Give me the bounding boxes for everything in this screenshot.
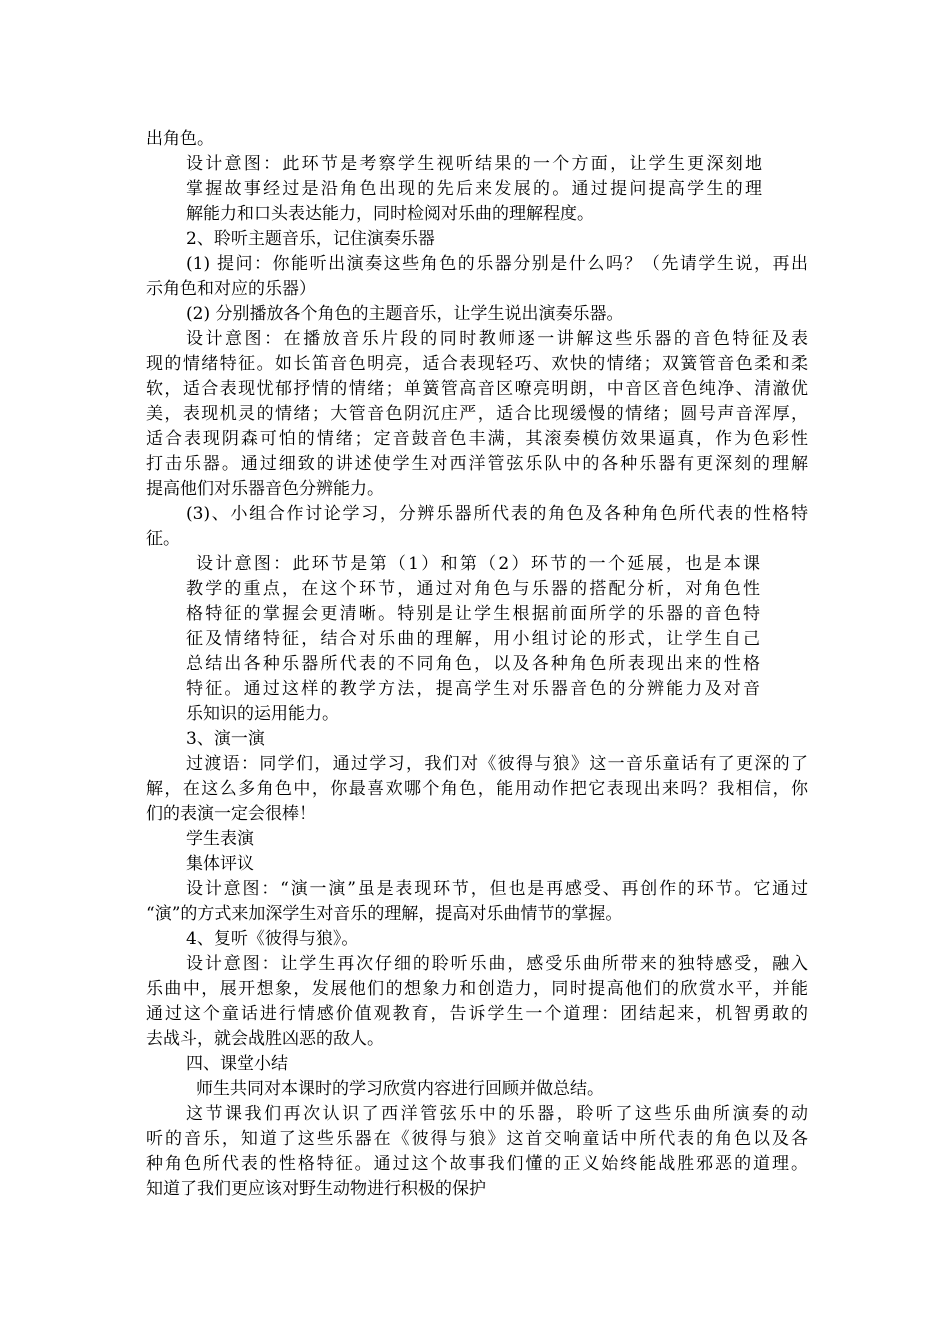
- text-line: 乐曲中，展开想象，发展他们的想象力和创造力，同时提高他们的欣赏水平，并能: [146, 979, 808, 999]
- text-line: 2、聆听主题音乐，记住演奏乐器: [186, 229, 435, 249]
- text-line: 们的表演一定会很棒！: [146, 804, 316, 824]
- text-line: 过渡语：同学们，通过学习，我们对《彼得与狼》这一音乐童话有了更深的了: [186, 754, 808, 774]
- text-line: “演”的方式来加深学生对音乐的理解，提高对乐曲情节的掌握。: [146, 904, 623, 924]
- text-line: 掌握故事经过是沿角色出现的先后来发展的。通过提问提高学生的理: [186, 179, 762, 199]
- text-line: 打击乐器。通过细致的讲述使学生对西洋管弦乐队中的各种乐器有更深刻的理解: [146, 454, 808, 474]
- text-line: 美，表现机灵的情绪；大管音色阴沉庄严，适合比现缓慢的情绪；圆号声音浑厚，: [146, 404, 808, 424]
- text-line: 设计意图：让学生再次仔细的聆听乐曲，感受乐曲所带来的独特感受，融入: [186, 954, 808, 974]
- text-line: 种角色所代表的性格特征。通过这个故事我们懂的正义始终能战胜邪恶的道理。: [146, 1154, 808, 1174]
- text-line: 乐知识的运用能力。: [186, 704, 339, 724]
- text-line: 示角色和对应的乐器）: [146, 279, 316, 299]
- text-line: 学生表演: [186, 829, 254, 849]
- text-line: 4、复听《彼得与狼》。: [186, 929, 359, 949]
- text-line: 设计意图：在播放音乐片段的同时教师逐一讲解这些乐器的音色特征及表: [186, 329, 808, 349]
- text-line: (1) 提问：你能听出演奏这些角色的乐器分别是什么吗？（先请学生说，再出: [186, 254, 808, 274]
- text-line: 提高他们对乐器音色分辨能力。: [146, 479, 384, 499]
- text-line: 征及情绪特征，结合对乐曲的理解，用小组讨论的形式，让学生自己: [186, 629, 760, 649]
- text-line: 现的情绪特征。如长笛音色明亮，适合表现轻巧、欢快的情绪；双簧管音色柔和柔: [146, 354, 808, 374]
- text-line: 设计意图：“演一演”虽是表现环节，但也是再感受、再创作的环节。它通过: [186, 879, 808, 899]
- text-line: 师生共同对本课时的学习欣赏内容进行回顾并做总结。: [196, 1079, 604, 1099]
- text-line: (2) 分别播放各个角色的主题音乐，让学生说出演奏乐器。: [186, 304, 624, 324]
- text-line: 设计意图：此环节是第（1）和第（2）环节的一个延展，也是本课: [196, 554, 760, 574]
- text-line: 总结出各种乐器所代表的不同角色，以及各种角色所表现出来的性格: [186, 654, 760, 674]
- text-line: 适合表现阴森可怕的情绪；定音鼓音色丰满，其滚奏模仿效果逼真，作为色彩性: [146, 429, 808, 449]
- text-line: 解，在这么多角色中，你最喜欢哪个角色，能用动作把它表现出来吗？我相信，你: [146, 779, 808, 799]
- text-line: 听的音乐，知道了这些乐器在《彼得与狼》这首交响童话中所代表的角色以及各: [146, 1129, 808, 1149]
- text-line: 特征。通过这样的教学方法，提高学生对乐器音色的分辨能力及对音: [186, 679, 760, 699]
- text-line: 教学的重点，在这个环节，通过对角色与乐器的搭配分析，对角色性: [186, 579, 760, 599]
- text-line: 去战斗，就会战胜凶恶的敌人。: [146, 1029, 384, 1049]
- text-line: 格特征的掌握会更清晰。特别是让学生根据前面所学的乐器的音色特: [186, 604, 760, 624]
- text-line: (3)、小组合作讨论学习，分辨乐器所代表的角色及各种角色所代表的性格特: [186, 504, 808, 524]
- text-line: 知道了我们更应该对野生动物进行积极的保护: [146, 1179, 486, 1199]
- text-line: 3、演一演: [186, 729, 265, 749]
- text-line: 软，适合表现忧郁抒情的情绪；单簧管高音区嘹亮明朗，中音区音色纯净、清澈优: [146, 379, 808, 399]
- text-line: 出角色。: [146, 129, 214, 149]
- text-line: 通过这个童话进行情感价值观教育，告诉学生一个道理：团结起来，机智勇敢的: [146, 1004, 808, 1024]
- text-line: 征。: [146, 529, 180, 549]
- text-line: 解能力和口头表达能力，同时检阅对乐曲的理解程度。: [186, 204, 594, 224]
- text-line: 四、课堂小结: [186, 1054, 288, 1074]
- text-line: 这节课我们再次认识了西洋管弦乐中的乐器，聆听了这些乐曲所演奏的动: [186, 1104, 808, 1124]
- text-line: 集体评议: [186, 854, 254, 874]
- text-line: 设计意图：此环节是考察学生视听结果的一个方面，让学生更深刻地: [186, 154, 762, 174]
